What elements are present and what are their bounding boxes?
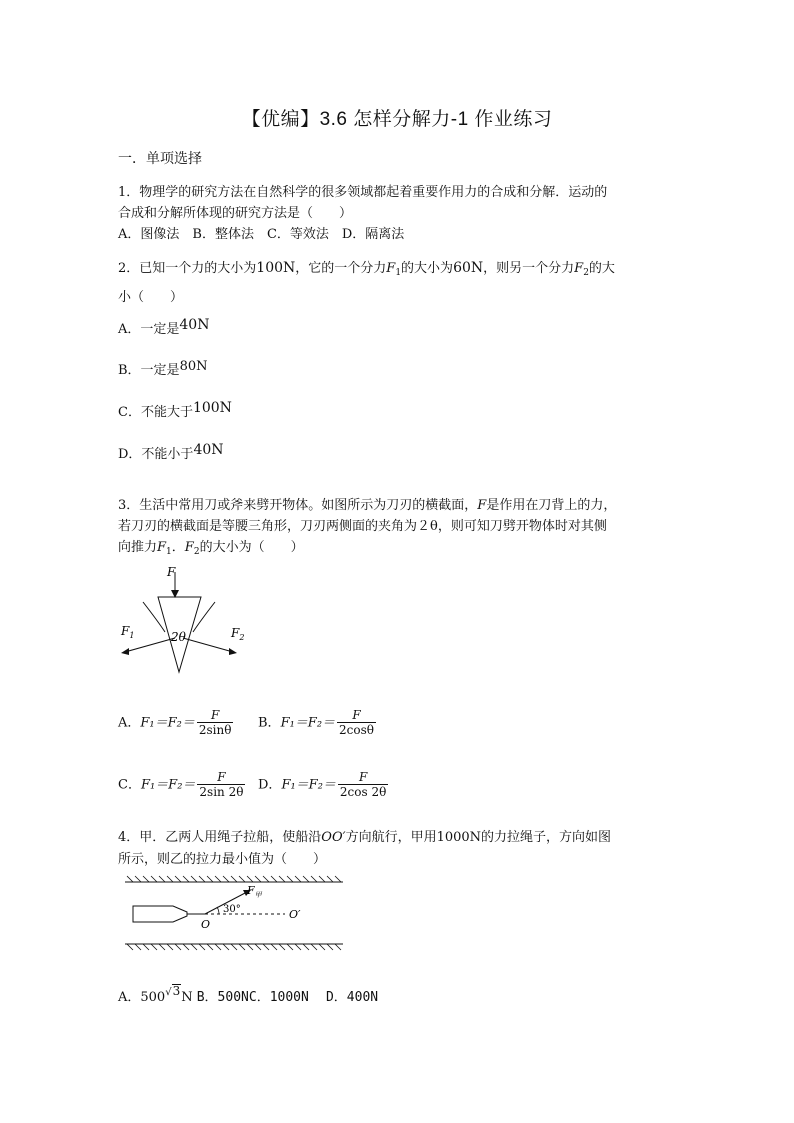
q2-option-c: C．不能大于100N (118, 400, 232, 420)
right-curve (193, 602, 215, 632)
q4-options: A．500√3N B．500NC．1000N D．400N (118, 984, 379, 1005)
boat (133, 906, 187, 922)
q3-line2: 若刀刃的横截面是等腰三角形，刀刃两侧面的夹角为２θ，则可知刀劈开物体时对其侧 (118, 519, 607, 534)
left-curve (143, 602, 165, 632)
q3-line1: 3．生活中常用刀或斧来劈开物体。如图所示为刀刃的横截面，F是作用在刀背上的力， (118, 498, 617, 513)
q2-option-d: D．不能小于40N (118, 442, 224, 462)
q1-line2: 合成和分解所体现的研究方法是（ ） (118, 206, 353, 221)
q2-line1: 2．已知一个力的大小为100N，它的一个分力$F_1$的大小为60N，则另一个分力$F_2$的大 (118, 260, 615, 278)
section-heading: 一．单项选择 (118, 151, 202, 167)
q2-option-b: B．一定是80N (118, 359, 208, 378)
label-angle: 2θ (171, 630, 186, 644)
page-title: 【优编】3.6 怎样分解力-1 作业练习 (241, 109, 553, 130)
force-f2-arrow (183, 638, 233, 652)
q3-option-b: B．F₁＝F₂＝ $\frac{F}{2\cos\theta}$ (258, 708, 374, 738)
q4-line1: 4．甲．乙两人用绳子拉船，使船沿OO′方向航行，甲用1000N的力拉绳子，方向如图 (118, 830, 612, 845)
q3-option-d: D．F₁＝F₂＝ $\frac{F}{2\cos 2\theta}$ (258, 770, 387, 800)
q1-line1: 1．物理学的研究方法在自然科学的很多领域都起着重要作用力的合成和分解．运动的 (118, 185, 608, 200)
force-f1-arrowhead (121, 648, 129, 655)
label-o-prime: O′ (289, 908, 301, 921)
bottom-bank-hatch (127, 944, 341, 950)
q4-line2: 所示，则乙的拉力最小值为（ ） (118, 852, 327, 867)
label-o: O (201, 918, 211, 931)
force-f1-arrow (125, 638, 175, 652)
force-f2-arrowhead (229, 648, 237, 655)
angle-arc (217, 907, 219, 914)
boat-diagram (125, 872, 345, 952)
label-f2: $F_2$ (231, 626, 245, 642)
q3-option-c: C．F₁＝F₂＝ $\frac{F}{2\sin 2\theta}$ (118, 770, 244, 800)
top-bank-hatch (127, 876, 341, 882)
label-angle-30: 30° (223, 904, 241, 915)
q2-line2: 小（ ） (118, 290, 184, 305)
label-fjia: $F_甲$ (247, 884, 262, 899)
q3-option-a: A．F₁＝F₂＝ $\frac{F}{2\sin\theta}$ (118, 708, 232, 738)
q3-line3: 向推力$F_1$．$F_2$的大小为（ ） (118, 540, 304, 557)
label-f: F (167, 565, 176, 579)
blade-diagram (115, 560, 255, 685)
q1-options: A．图像法 B．整体法 C．等效法 D．隔离法 (118, 227, 405, 242)
label-f1: $F_1$ (121, 624, 135, 640)
q2-option-a: A．一定是40N (118, 317, 210, 337)
